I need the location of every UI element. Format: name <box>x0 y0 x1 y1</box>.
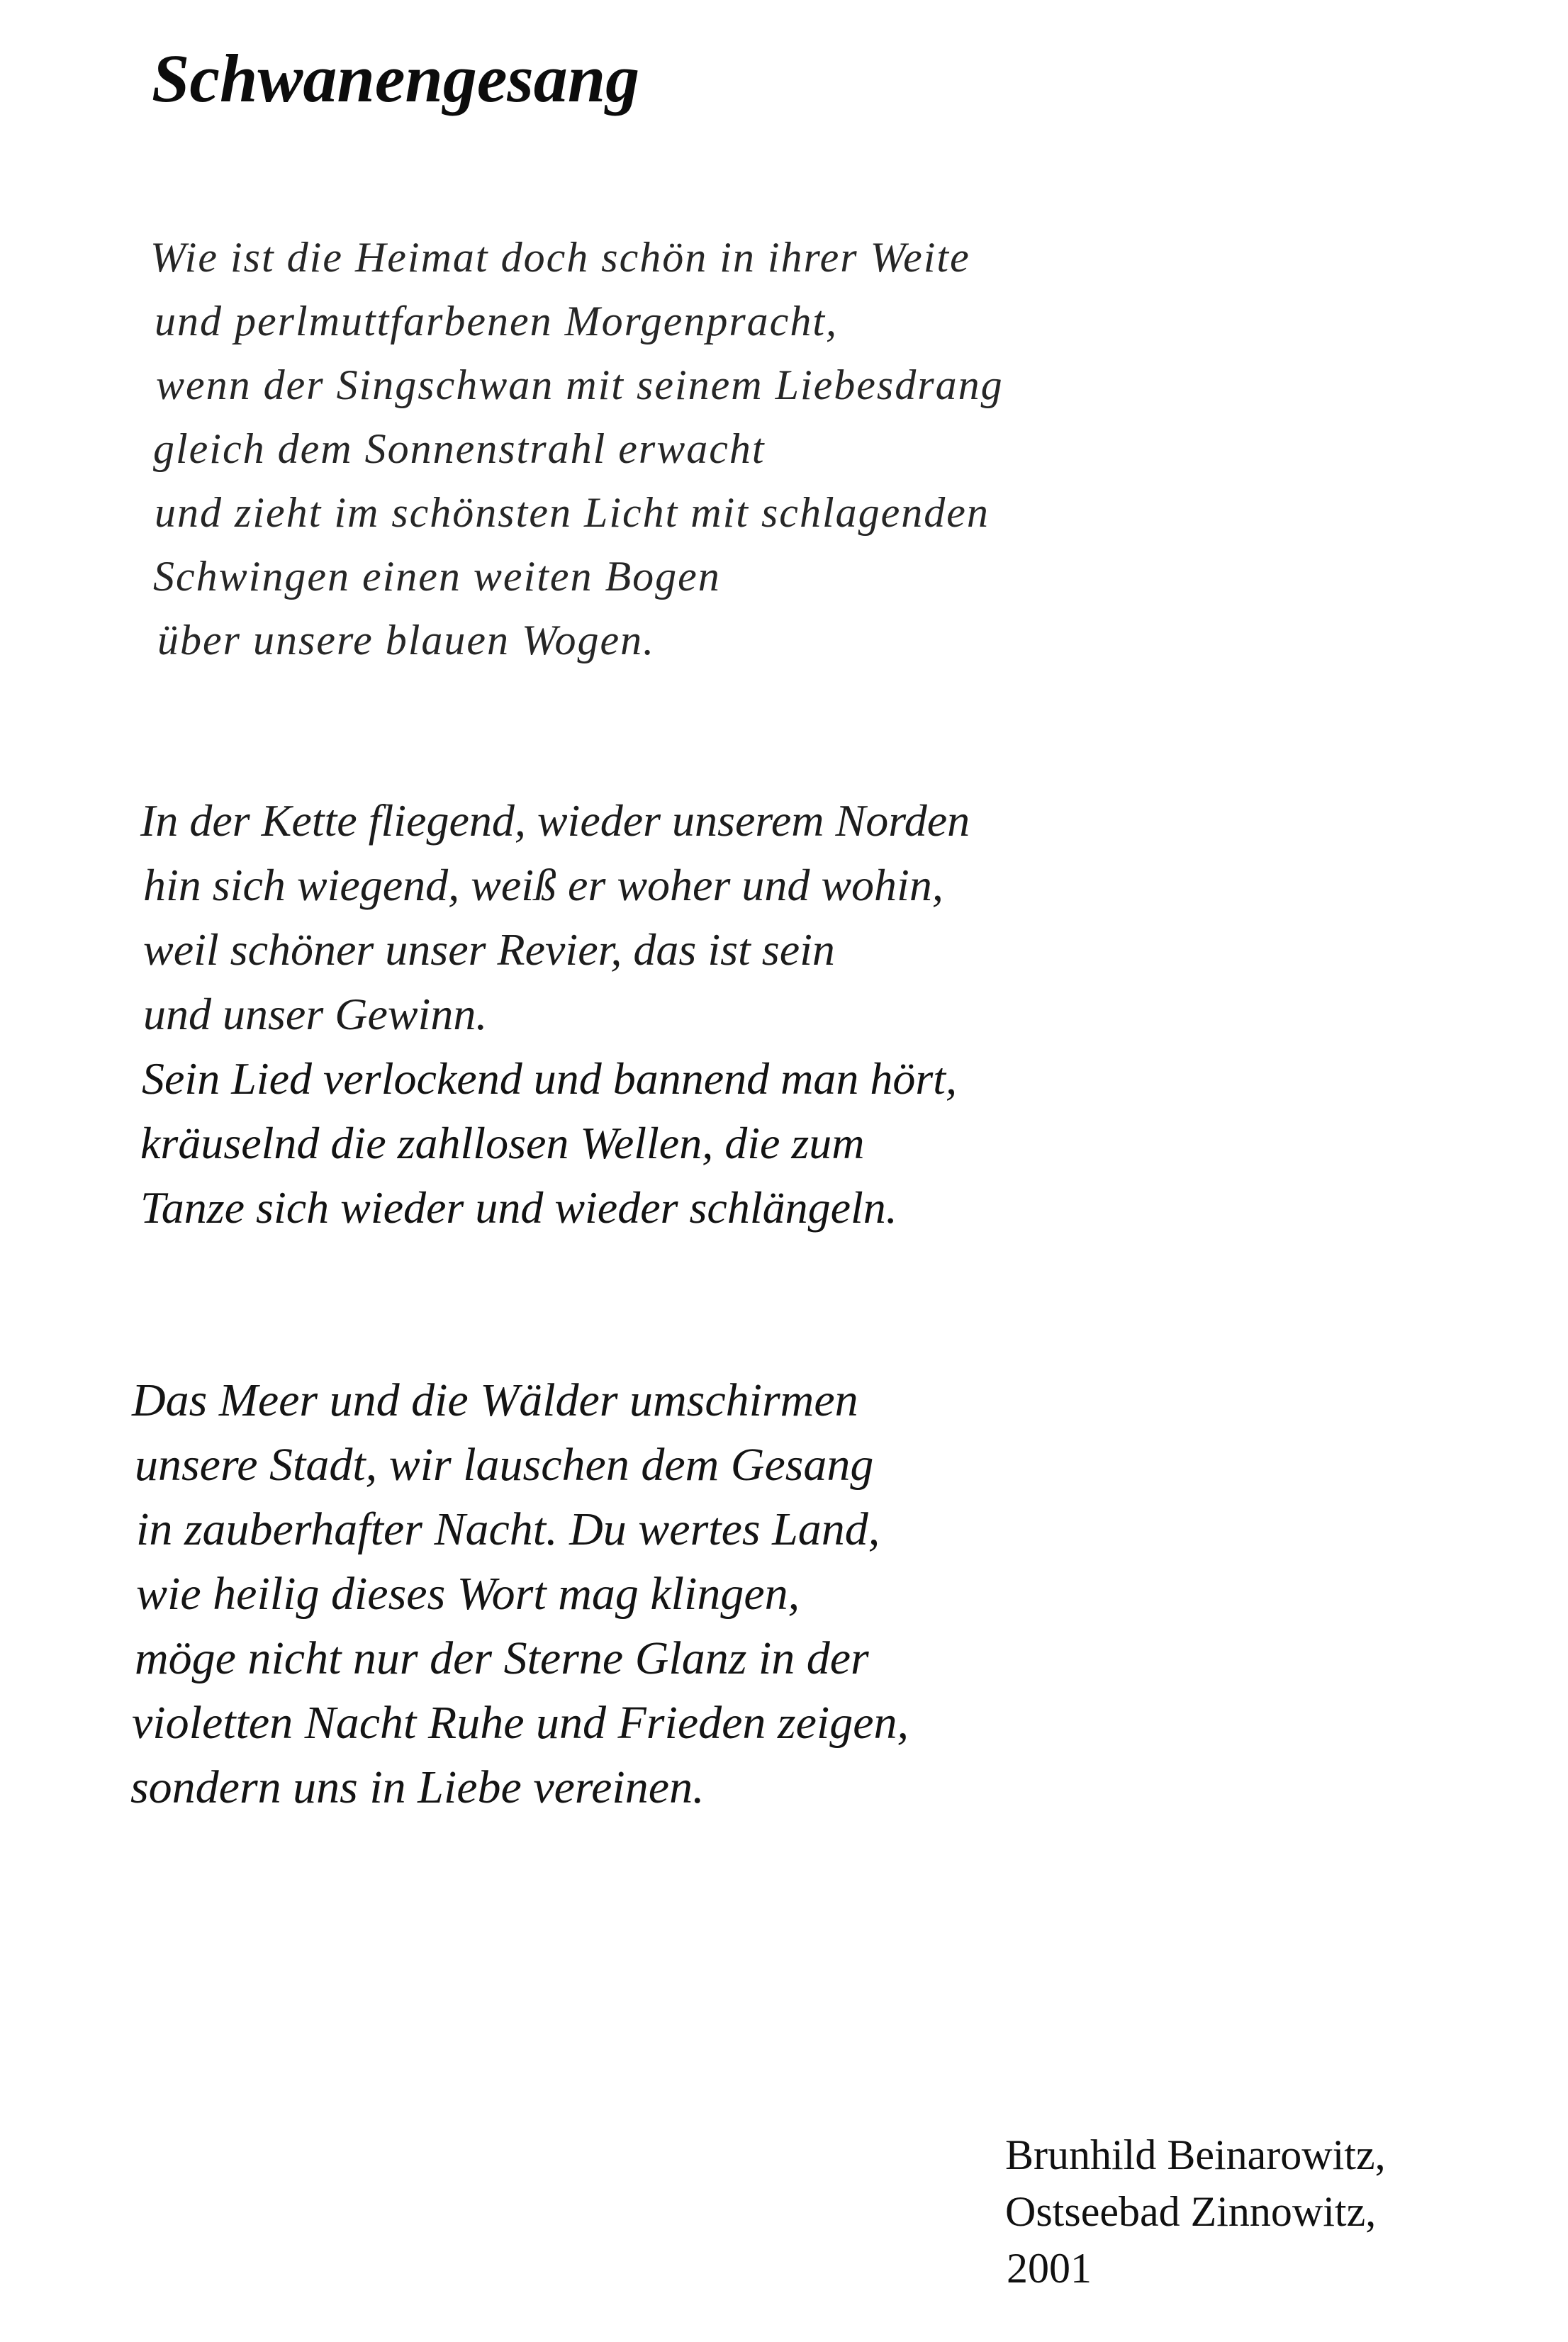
poem-line: in zauberhafter Nacht. Du wertes Land, <box>136 1503 880 1555</box>
stanza-1 <box>150 225 1004 672</box>
poem-title: Schwanengesang <box>152 40 640 116</box>
poem-line: wie heilig dieses Wort mag klingen, <box>136 1568 800 1620</box>
poem-line: über unsere blauen Wogen. <box>157 617 656 663</box>
author-place: Ostseebad Zinnowitz, <box>1005 2188 1377 2235</box>
poem-line: und unser Gewinn. <box>143 989 488 1039</box>
poem-line: und zieht im schönsten Licht mit schlagenden <box>155 489 990 536</box>
poem-line: und perlmuttfarbenen Morgenpracht, <box>155 298 838 344</box>
poem-line: Schwingen einen weiten Bogen <box>153 553 721 600</box>
poem-line: weil schöner unser Revier, das ist sein <box>143 924 835 975</box>
poem-line: In der Kette fliegend, wieder unserem Norden <box>140 795 970 846</box>
poem-line: sondern uns in Liebe vereinen. <box>130 1761 705 1813</box>
poem-line: wenn der Singschwan mit seinem Liebesdrang <box>156 362 1004 408</box>
author-signature <box>1005 2127 1386 2297</box>
stanza-3 <box>132 1368 909 1820</box>
poem-line: Das Meer und die Wälder umschirmen <box>132 1374 858 1426</box>
poem-line: Tanze sich wieder und wieder schlängeln. <box>140 1182 897 1233</box>
poem-line: kräuselnd die zahllosen Wellen, die zum <box>140 1118 865 1168</box>
poem-line: möge nicht nur der Sterne Glanz in der <box>135 1632 869 1684</box>
poem-line: Sein Lied verlockend und bannend man hört, <box>142 1053 957 1104</box>
author-year: 2001 <box>1007 2245 1092 2292</box>
poem-line: hin sich wiegend, weiß er woher und wohin, <box>143 860 943 910</box>
poem-line: Wie ist die Heimat doch schön in ihrer Weite <box>150 234 970 281</box>
poem-line: violetten Nacht Ruhe und Frieden zeigen, <box>132 1697 909 1749</box>
stanza-2 <box>140 788 970 1240</box>
poem-line: gleich dem Sonnenstrahl erwacht <box>153 425 766 472</box>
poem-line: unsere Stadt, wir lauschen dem Gesang <box>135 1439 874 1491</box>
author-name: Brunhild Beinarowitz, <box>1005 2131 1386 2178</box>
